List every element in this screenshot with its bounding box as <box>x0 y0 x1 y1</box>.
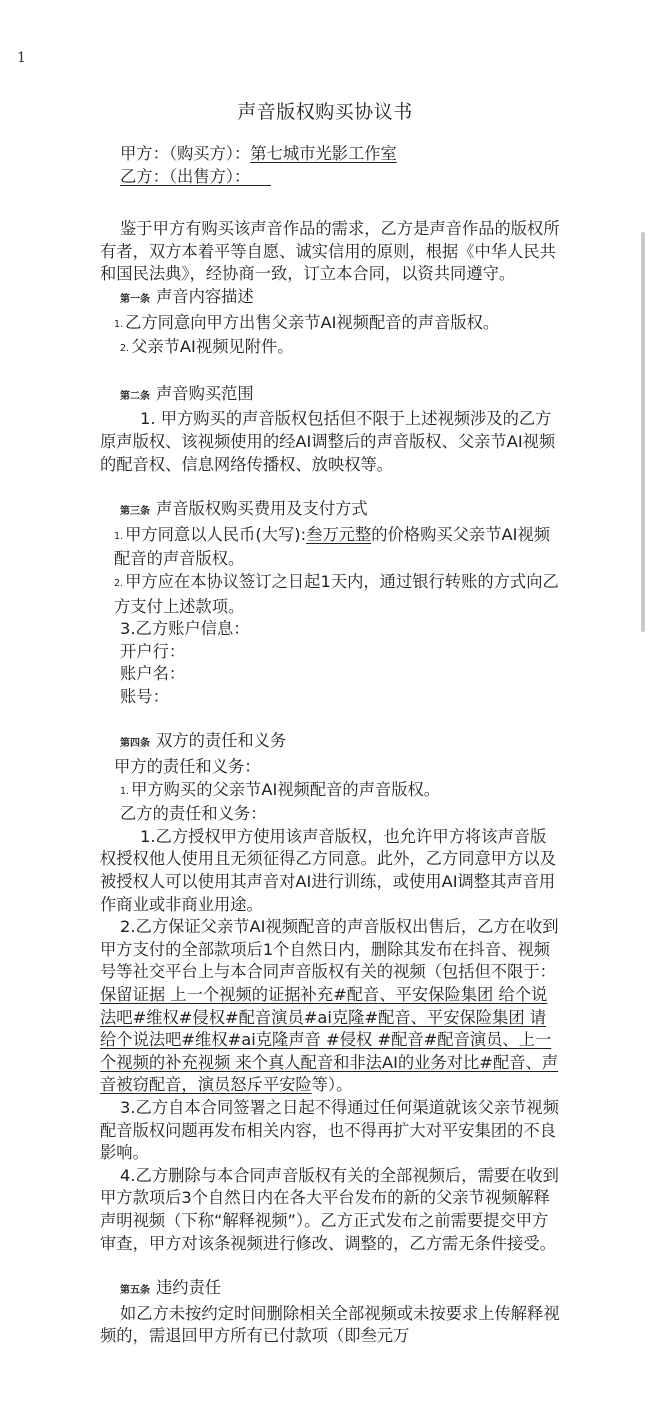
article-3-heading <box>100 498 560 524</box>
price-amount: 叁万元整 <box>306 524 372 544</box>
document-title: 声音版权购买协议书 <box>237 101 413 123</box>
article-2-title: 声音购买范围 <box>156 383 254 403</box>
party-b-duty-3: 3.乙方自本合同签署之日起不得通过任何渠道就该父亲节视频配音版权问题再发布相关内容，也不得再扩大对平安集团的不良影响。 <box>100 1097 559 1163</box>
party-b-duty-2 <box>100 916 560 1097</box>
video-list: 保留证据 上一个视频的证据补充#配音、平安保险集团 给个说法吧#维权#侵权#配音演员#ai克隆#配音、平安保险集团 请给个说法吧#维权#ai克隆声音 #侵权 #配音#配音演员、上一个视频的补充视频 来个真人配音和非法AI的业务对比#配音、声音被窃配音，演员怒斥平安险 <box>100 985 559 1095</box>
account-name-field: 账户名： <box>120 664 186 684</box>
article-5-title: 违约责任 <box>156 1278 222 1298</box>
preamble: 鉴于甲方有购买该声音作品的需求，乙方是声音作品的版权所有者，双方本着平等自愿、诚实信用的原则，根据《中华人民共和国民法典》，经协商一致，订立本合同，以资共同遵守。 <box>100 219 560 284</box>
item-number: 1. <box>120 785 130 797</box>
item-number: 2. <box>114 577 124 589</box>
document-body <box>100 143 560 1348</box>
article-3-title: 声音版权购买费用及支付方式 <box>156 499 368 519</box>
article-2-heading <box>100 383 560 409</box>
article-3-number: 第三条 <box>120 506 150 518</box>
article-3-item-2 <box>100 571 560 618</box>
party-b-label: 乙方：（出售方）： <box>120 166 271 186</box>
party-a-duty-1 <box>100 779 560 804</box>
account-number-field: 账号： <box>120 686 169 706</box>
article-1-title: 声音内容描述 <box>156 286 254 306</box>
party-a-prefix: 甲方：（购买方）： <box>120 144 251 163</box>
item-text-pre: 2.乙方保证父亲节AI视频配音的声音版权出售后，乙方在收到甲方支付的全部款项后1个自然日内，删除其发布在抖音、视频号等社交平台上与本合同声音版权有关的视频（包括但不限于： <box>100 917 559 982</box>
item-number: 1. <box>114 530 124 542</box>
article-1-item-2 <box>100 336 560 361</box>
party-b-duties-heading: 乙方的责任和义务： <box>120 804 267 824</box>
article-1-item-1 <box>100 312 560 337</box>
party-b-duty-4: 4.乙方删除与本合同声音版权有关的全部视频后，需要在收到甲方款项后3个自然日内在各大平台发布的新的父亲节视频解释声明视频（下称“解释视频”）。乙方正式发布之前需要提交甲方审查，甲方对该条视频进行修改、调整的，乙方需无条件接受。 <box>100 1165 559 1253</box>
article-5-text: 如乙方未按约定时间删除相关全部视频或未按要求上传解释视频的，需退回甲方所有已付款项（即叁元万 <box>100 1303 560 1346</box>
item-text-pre: 甲方同意以人民币(大写): <box>125 524 307 544</box>
article-5-heading <box>100 1277 560 1303</box>
party-b-duty-1: 1.乙方授权甲方使用该声音版权，也允许甲方将该声音版权授权他人使用且无须征得乙方同意。此外，乙方同意甲方以及被授权人可以使用其声音对AI进行训练，或使用AI调整其声音用作商业或非商业用途。 <box>100 826 556 914</box>
item-text-post: 等）。 <box>311 1075 353 1095</box>
article-1-heading <box>100 286 560 312</box>
article-4-number: 第四条 <box>120 738 150 750</box>
item-text: 乙方同意向甲方出售父亲节AI视频配音的声音版权。 <box>125 312 500 332</box>
item-text: 甲方购买的父亲节AI视频配音的声音版权。 <box>131 779 441 799</box>
article-3-item-1 <box>100 524 560 571</box>
article-2-number: 第二条 <box>120 390 150 402</box>
item-number: 2. <box>120 343 130 355</box>
page-number: 1 <box>17 50 26 66</box>
party-a-duties-heading: 甲方的责任和义务： <box>114 757 261 777</box>
article-3-item-3: 3.乙方账户信息： <box>120 619 250 639</box>
article-5-number: 第五条 <box>120 1285 150 1297</box>
item-number: 1. <box>114 318 124 330</box>
party-b-line <box>100 166 560 189</box>
item-text: 甲方应在本协议签订之日起1天内，通过银行转账的方式向乙方支付上述款项。 <box>114 571 559 616</box>
scrollbar-thumb[interactable] <box>641 232 645 632</box>
item-text: 父亲节AI视频见附件。 <box>131 337 294 357</box>
party-a-name: 第七城市光影工作室 <box>250 144 397 163</box>
item-text-post: 的价格购买父亲节AI视频配音的声音版权。 <box>114 524 550 569</box>
bank-field: 开户行： <box>120 641 186 661</box>
article-2-item-1: 1. 甲方购买的声音版权包括但不限于上述视频涉及的乙方原声版权、该视频使用的经AI调整后的声音版权、父亲节AI视频的配音权、信息网络传播权、放映权等。 <box>100 409 556 474</box>
article-1-number: 第一条 <box>120 293 150 305</box>
article-4-title: 双方的责任和义务 <box>156 731 287 751</box>
article-4-heading <box>100 730 560 756</box>
party-a-line <box>100 143 560 166</box>
